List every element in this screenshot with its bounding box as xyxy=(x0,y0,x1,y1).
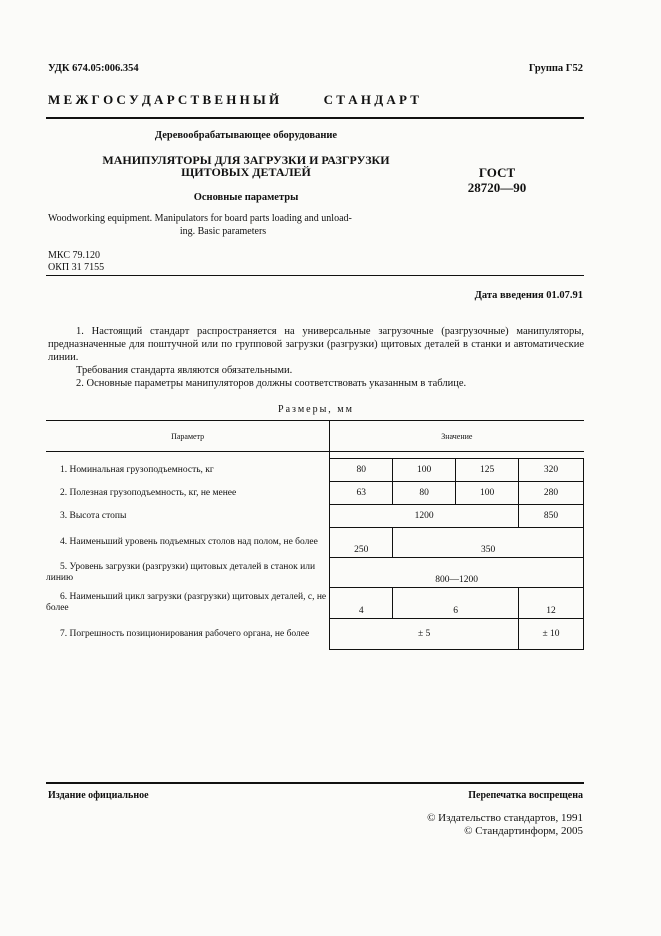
copyright-line-2: © Стандартинформ, 2005 xyxy=(464,825,583,837)
title-params: Основные параметры xyxy=(193,192,299,203)
document-title xyxy=(48,154,444,178)
banner-left: М Е Ж Г О С У Д А Р С Т В Е Н Н Ы Й xyxy=(48,92,280,107)
table-cell: 6 xyxy=(393,588,519,619)
table-cell: 80 xyxy=(393,482,456,505)
banner-right: С Т А Н Д А Р Т xyxy=(323,92,419,107)
footer-rule xyxy=(46,782,584,784)
copyright-line-1: © Издательство стандартов, 1991 xyxy=(427,812,583,824)
english-title-line-2: ing. Basic parameters xyxy=(179,226,267,237)
table-cell: 63 xyxy=(330,482,393,505)
table-cell: 850 xyxy=(519,505,584,528)
table-row: 7. Погрешность позиционирования рабочего органа, не более ± 5 ± 10 xyxy=(46,619,584,650)
okp-code: ОКП 31 7155 xyxy=(48,262,105,273)
table-row: 1. Номинальная грузоподъемность, кг 80 100 125 320 xyxy=(46,459,584,482)
table-cell: 1200 xyxy=(330,505,519,528)
english-title-line-1: Woodworking equipment. Manipulators for board parts loading and unload- xyxy=(48,213,352,224)
group-code: Группа Г52 xyxy=(528,63,583,74)
copyright-block xyxy=(427,812,583,838)
table-row: 5. Уровень загрузки (разгрузки) щитовых деталей в станок или линию 800—1200 xyxy=(46,558,584,588)
table-cell: ± 5 xyxy=(330,619,519,650)
table-cell: 800—1200 xyxy=(330,558,584,588)
mks-code: МКС 79.120 xyxy=(48,250,100,261)
table-cell: 125 xyxy=(456,459,519,482)
paragraph-1b: Требования стандарта являются обязательными. xyxy=(76,365,293,376)
classification-codes xyxy=(48,250,104,274)
table-cell: 350 xyxy=(393,528,584,558)
column-header-parameter: Параметр xyxy=(46,421,330,452)
parameters-table xyxy=(46,420,584,650)
table-cell: 12 xyxy=(519,588,584,619)
udc-code: УДК 674.05:006.354 xyxy=(48,63,139,74)
title-line-1: МАНИПУЛЯТОРЫ ДЛЯ ЗАГРУЗКИ И РАЗГРУЗКИ xyxy=(102,153,390,167)
table-cell: ± 10 xyxy=(519,619,584,650)
column-header-value: Значение xyxy=(330,421,584,452)
effective-date: Дата введения 01.07.91 xyxy=(474,290,583,301)
table-row: 2. Полезная грузоподъемность, кг, не менее 63 80 100 280 xyxy=(46,482,584,505)
codes-rule xyxy=(46,275,584,276)
table-row: 4. Наименьший уровень подъемных столов над полом, не более 250 350 xyxy=(46,528,584,558)
official-edition: Издание официальное xyxy=(48,790,149,801)
title-line-2: ЩИТОВЫХ ДЕТАЛЕЙ xyxy=(181,165,311,179)
reprint-notice: Перепечатка воспрещена xyxy=(468,790,583,801)
table-cell: 4 xyxy=(330,588,393,619)
table-cell: 100 xyxy=(393,459,456,482)
table-cell: 320 xyxy=(519,459,584,482)
paragraph-1: 1. Настоящий стандарт распространяется на универсальные загрузочные (разгрузочные) манипуляторы, предназначенные для поштучной или по групповой загрузки (разгрузки) щитовых деталей в станки и автоматические линии. xyxy=(48,326,584,363)
table-cell: 80 xyxy=(330,459,393,482)
english-title xyxy=(48,212,398,238)
table-row: 3. Высота стопы 1200 850 xyxy=(46,505,584,528)
gost-label: ГОСТ xyxy=(478,165,516,180)
gost-number xyxy=(460,165,534,195)
table-cell: 280 xyxy=(519,482,584,505)
interstate-standard-banner xyxy=(48,92,584,108)
gost-code: 28720—90 xyxy=(467,180,527,195)
subject-heading: Деревообрабатывающее оборудование xyxy=(154,130,338,141)
table-caption: Размеры, мм xyxy=(278,404,354,415)
paragraph-2: 2. Основные параметры манипуляторов должны соответствовать указанным в таблице. xyxy=(76,378,467,389)
table-cell: 100 xyxy=(456,482,519,505)
table-row: 6. Наименьший цикл загрузки (разгрузки) щитовых деталей, с, не более 4 6 12 xyxy=(46,588,584,619)
banner-rule xyxy=(46,117,584,119)
table-cell: 250 xyxy=(330,528,393,558)
